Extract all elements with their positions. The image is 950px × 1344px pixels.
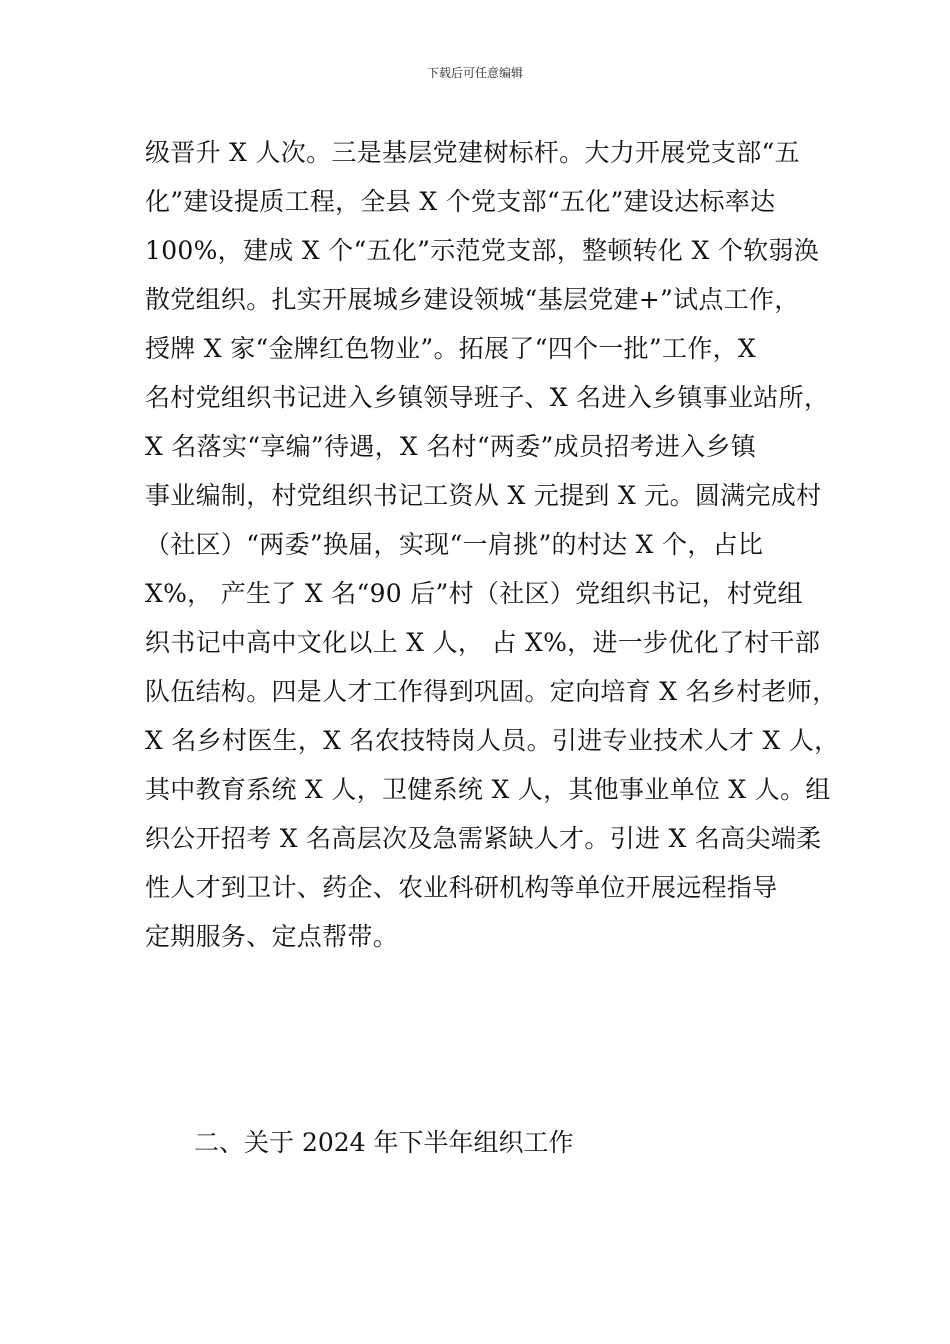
paragraph-line: 织公开招考 X 名高层次及急需紧缺人才。引进 X 名高尖端柔 — [145, 824, 822, 853]
paragraph-line: 级晋升 X 人次。三是基层党建树标杆。大力开展党支部“五 — [145, 138, 800, 167]
paragraph-line: X 名乡村医生，X 名农技特岗人员。引进专业技术人才 X 人， — [145, 726, 840, 755]
paragraph-line: 100%，建成 X 个“五化”示范党支部，整顿转化 X 个软弱涣 — [145, 236, 820, 265]
paragraph-line: 名村党组织书记进入乡镇领导班子、X 名进入乡镇事业站所， — [145, 383, 830, 412]
paragraph-line: 队伍结构。四是人才工作得到巩固。定向培育 X 名乡村老师， — [145, 677, 838, 706]
section-heading: 二、关于 2024 年下半年组织工作 — [194, 1128, 574, 1157]
paragraph-line: 散党组织。扎实开展城乡建设领城“基层党建+”试点工作， — [145, 285, 800, 314]
paragraph-line: 授牌 X 家“金牌红色物业”。拓展了“四个一批”工作，X — [145, 334, 757, 363]
paragraph-line: 其中教育系统 X 人，卫健系统 X 人，其他事业单位 X 人。组 — [145, 775, 831, 804]
paragraph-line: X%， 产生了 X 名“90 后”村（社区）党组织书记，村党组 — [145, 579, 803, 608]
paragraph-line: 化”建设提质工程，全县 X 个党支部“五化”建设达标率达 — [145, 187, 776, 216]
paragraph-line: 事业编制，村党组织书记工资从 X 元提到 X 元。圆满完成村 — [145, 481, 822, 510]
paragraph-line: 定期服务、定点帮带。 — [145, 922, 399, 951]
paragraph-line: 织书记中高中文化以上 X 人， 占 X%，进一步优化了村干部 — [145, 628, 821, 657]
paragraph-line: X 名落实“享编”待遇，X 名村“两委”成员招考进入乡镇 — [145, 432, 757, 461]
page-header-note: 下载后可任意编辑 — [426, 66, 523, 80]
paragraph-line: （社区）“两委”换届，实现“一肩挑”的村达 X 个，占比 — [145, 530, 764, 559]
body-paragraph — [145, 128, 840, 961]
paragraph-line: 性人才到卫计、药企、农业科研机构等单位开展远程指导 — [145, 873, 778, 902]
